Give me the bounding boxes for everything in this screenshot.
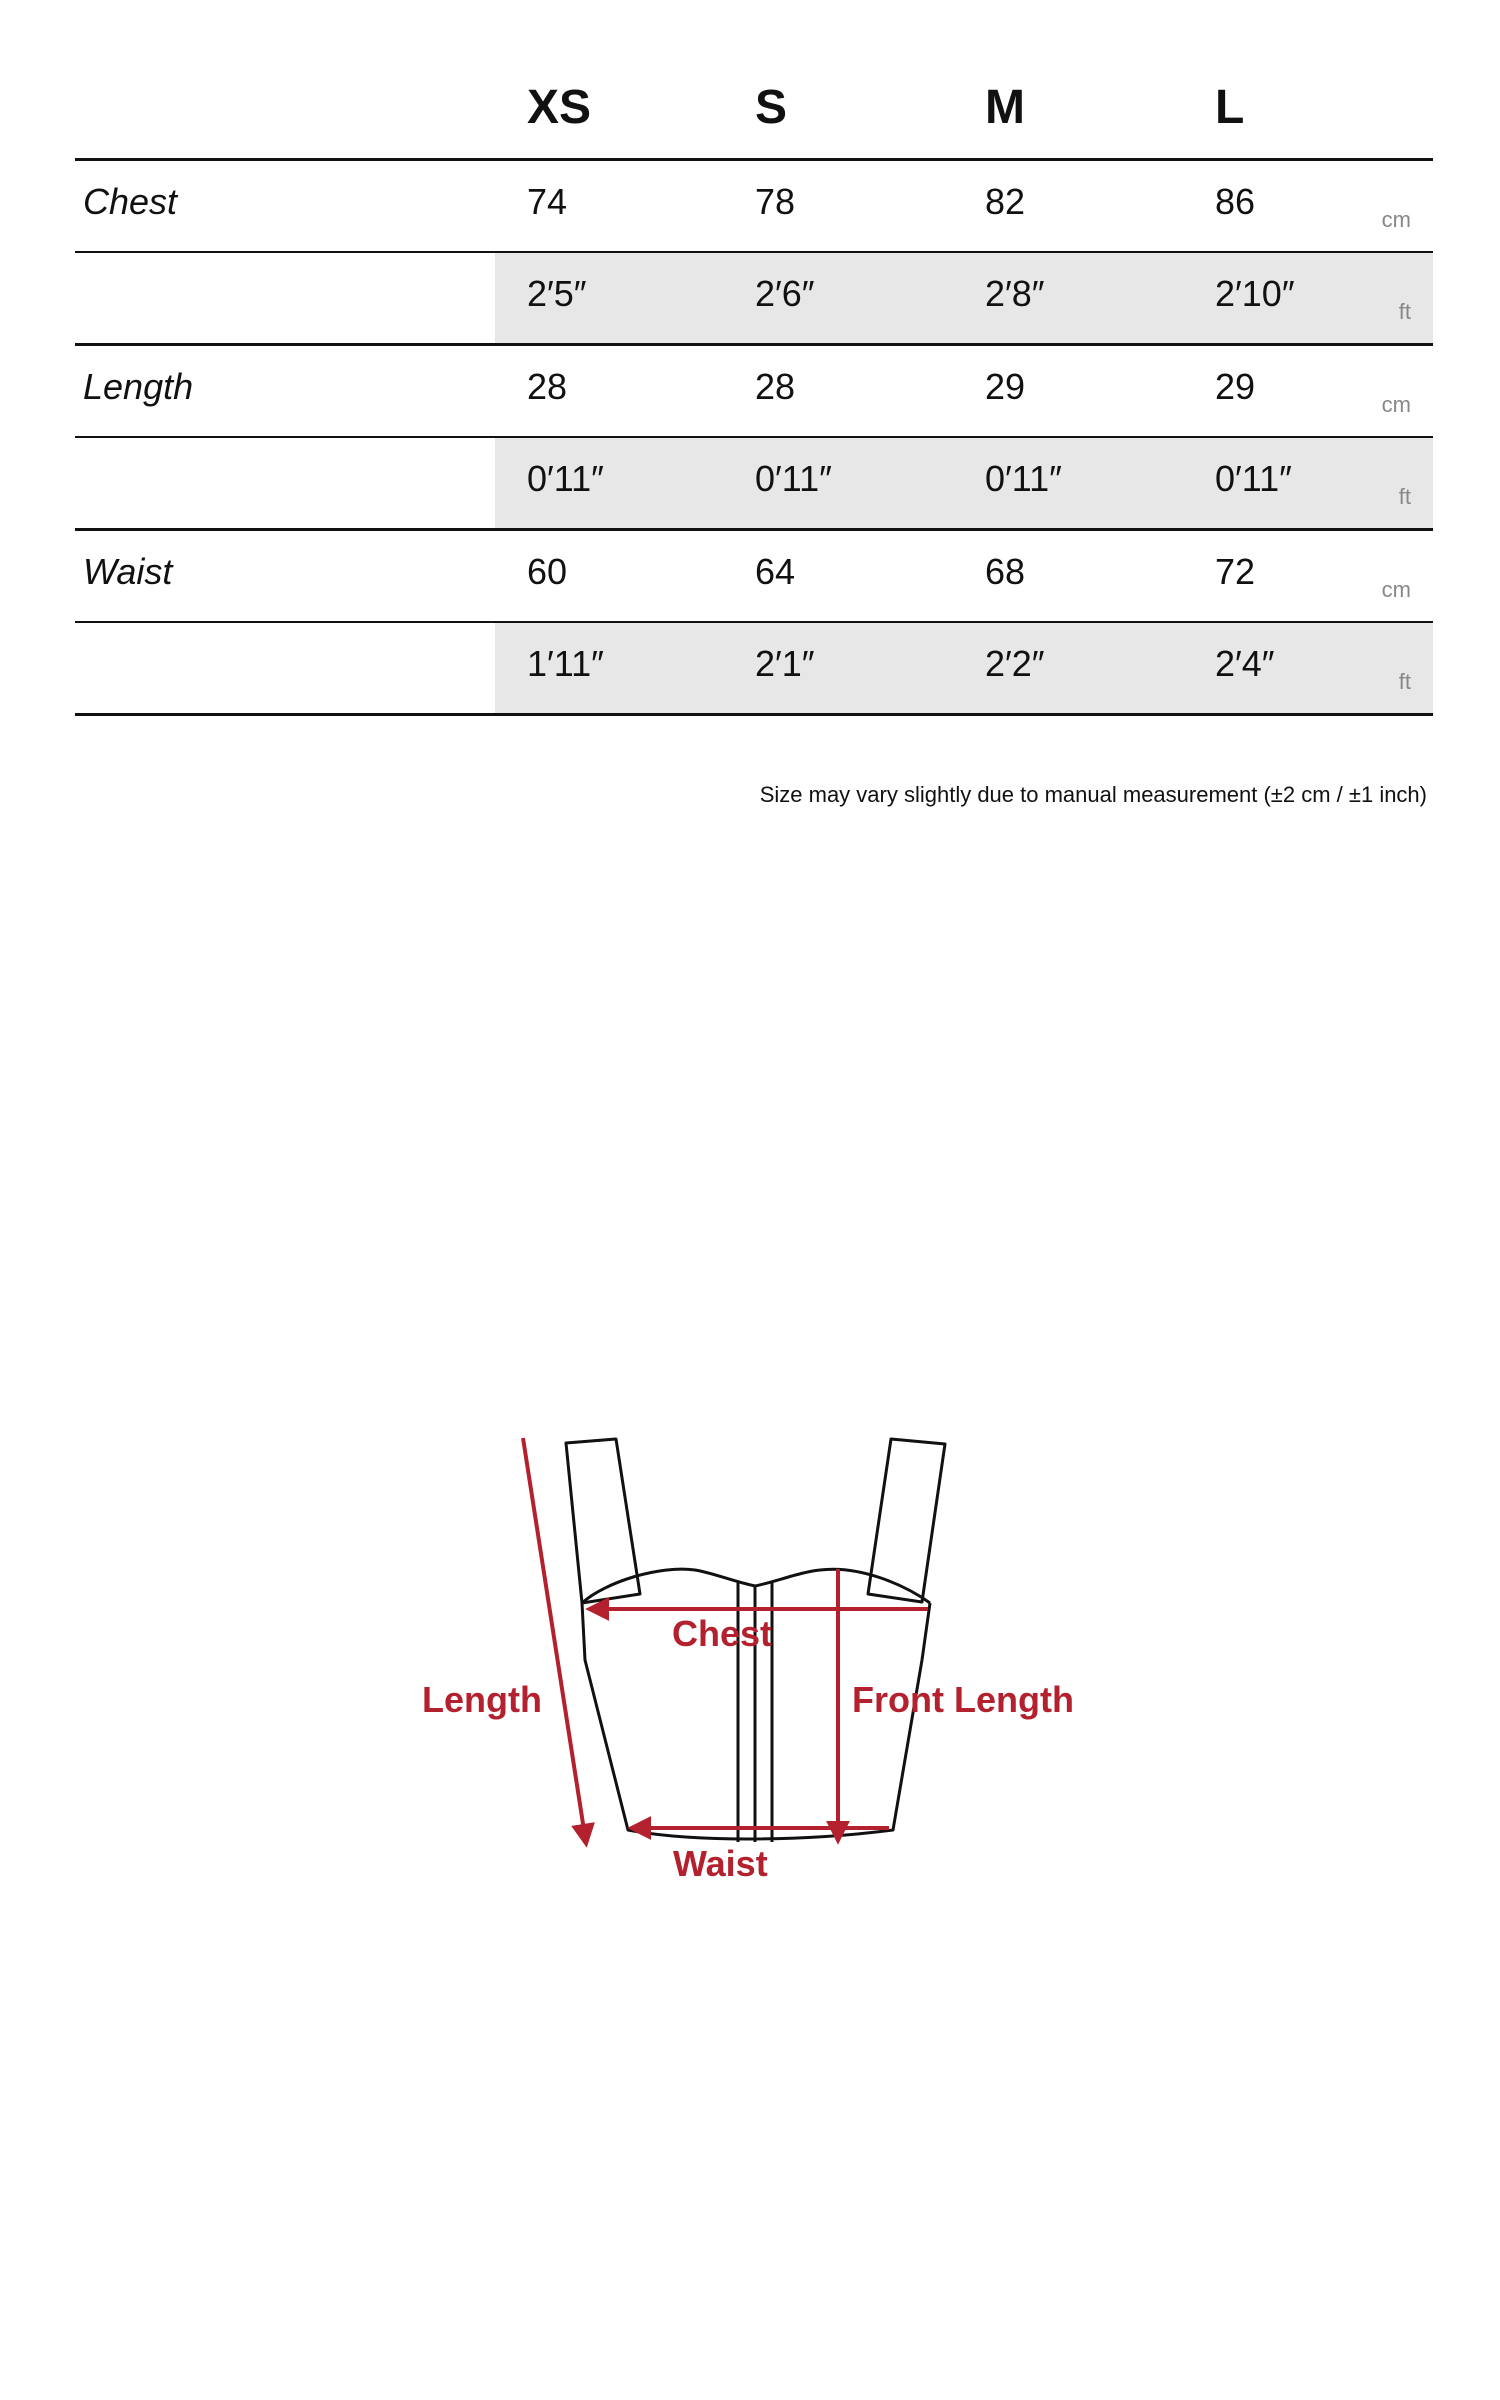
length-ft-xs: 0′11″ xyxy=(527,458,604,499)
size-header-m: M xyxy=(985,81,1025,134)
length-ft-m: 0′11″ xyxy=(985,458,1062,499)
length-ft-row xyxy=(75,438,1433,531)
unit-label-ft: ft xyxy=(1398,299,1411,324)
waist-ft-m: 2′2″ xyxy=(985,643,1045,684)
size-header-s: S xyxy=(755,81,788,134)
measurement-name-waist: Waist xyxy=(83,551,173,592)
length-ft-s: 0′11″ xyxy=(755,458,832,499)
length-arrow xyxy=(523,1438,586,1843)
waist-ft-s: 2′1″ xyxy=(755,643,815,684)
waist-ft-xs: 1′11″ xyxy=(527,643,604,684)
chest-ft-row xyxy=(75,253,1433,346)
waist-cm-l: 72 xyxy=(1215,551,1256,592)
length-ft-l: 0′11″ xyxy=(1215,458,1292,499)
diagram-label-length: Length xyxy=(422,1679,542,1720)
waist-cm-row xyxy=(75,531,1433,623)
waist-cm-m: 68 xyxy=(985,551,1026,592)
length-cm-l: 29 xyxy=(1215,366,1256,407)
size-header-l: L xyxy=(1215,81,1245,134)
diagram-label-front-length: Front Length xyxy=(852,1679,1074,1720)
size-header-row xyxy=(75,60,1433,161)
chest-ft-l: 2′10″ xyxy=(1215,273,1295,314)
diagram-label-waist: Waist xyxy=(673,1843,768,1884)
unit-label-cm: cm xyxy=(1381,207,1411,232)
chest-cm-m: 82 xyxy=(985,181,1026,222)
row-spacer xyxy=(75,253,495,343)
chest-cm-row xyxy=(75,161,1433,253)
length-cm-s: 28 xyxy=(755,366,796,407)
chest-ft-xs: 2′5″ xyxy=(527,273,587,314)
waist-cm-xs: 60 xyxy=(527,551,568,592)
length-cm-row xyxy=(75,346,1433,438)
waist-ft-row xyxy=(75,623,1433,716)
unit-label-ft: ft xyxy=(1398,484,1411,509)
length-cm-xs: 28 xyxy=(527,366,568,407)
measurement-footnote: Size may vary slightly due to manual measurement (±2 cm / ±1 inch) xyxy=(759,782,1427,807)
garment-measurement-diagram xyxy=(0,1380,1500,1900)
length-cm-m: 29 xyxy=(985,366,1026,407)
size-chart-table xyxy=(75,60,1433,807)
unit-label-ft: ft xyxy=(1398,669,1411,694)
unit-label-cm: cm xyxy=(1381,392,1411,417)
unit-label-cm: cm xyxy=(1381,577,1411,602)
chest-cm-xs: 74 xyxy=(527,181,568,222)
diagram-label-chest: Chest xyxy=(672,1613,773,1654)
ft-row-shade xyxy=(495,438,1433,528)
size-header-xs: XS xyxy=(527,81,592,134)
measurement-name-chest: Chest xyxy=(83,181,178,222)
ft-row-shade xyxy=(495,623,1433,713)
measurement-name-length: Length xyxy=(83,366,194,407)
chest-cm-l: 86 xyxy=(1215,181,1256,222)
chest-ft-m: 2′8″ xyxy=(985,273,1045,314)
waist-cm-s: 64 xyxy=(755,551,796,592)
chest-cm-s: 78 xyxy=(755,181,796,222)
chest-ft-s: 2′6″ xyxy=(755,273,815,314)
waist-ft-l: 2′4″ xyxy=(1215,643,1275,684)
